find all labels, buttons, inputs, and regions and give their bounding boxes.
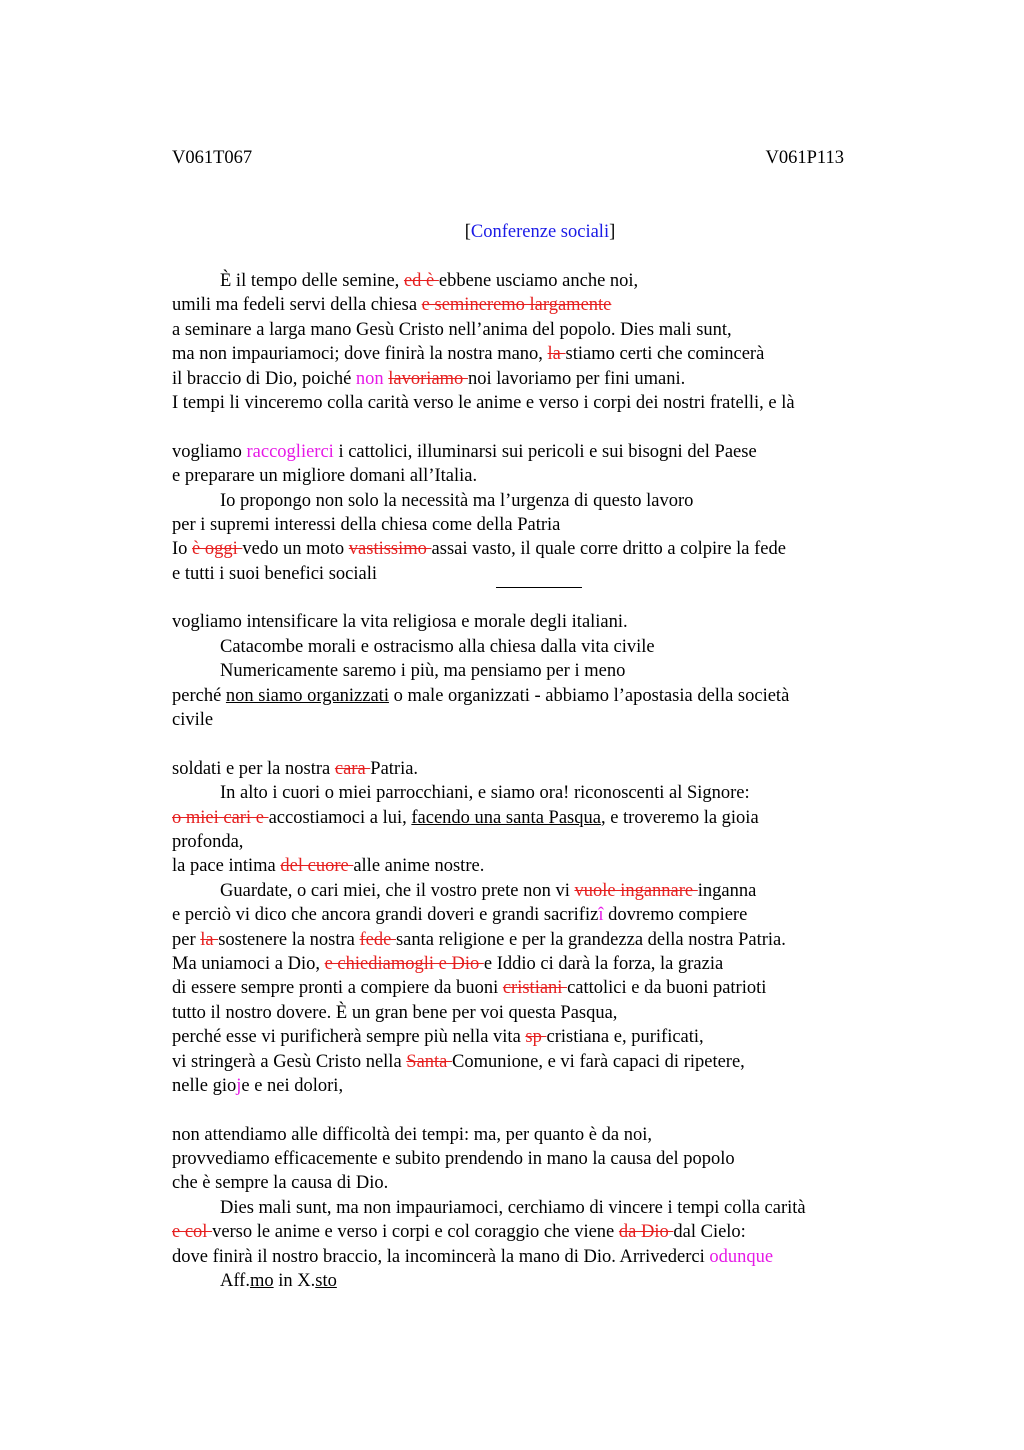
text-run: vi stringerà a Gesù Cristo nella — [172, 1051, 407, 1072]
text-run: dovremo compiere — [603, 905, 748, 926]
text-line — [172, 635, 872, 659]
text-line — [172, 830, 872, 854]
deleted-text: e chiediamogli e Dio — [324, 953, 484, 974]
text-line — [172, 708, 872, 732]
deleted-text: è oggi — [192, 539, 243, 560]
text-line — [172, 1196, 872, 1220]
text-run: tutto il nostro dovere. È un gran bene per voi questa Pasqua, — [172, 1002, 618, 1023]
title-close-bracket: ] — [609, 222, 616, 242]
text-line — [172, 1050, 872, 1074]
title-open-bracket: [ — [464, 222, 471, 242]
text-run: Dies mali sunt, ma non impauriamoci, cerchiamo di vincere i tempi colla carità — [220, 1197, 806, 1218]
blank-line — [172, 586, 872, 610]
text-run: dove finirà il nostro braccio, la incomincerà la mano di Dio. Arrivederci — [172, 1246, 710, 1267]
text-run: ebbene usciamo anche noi, — [438, 271, 639, 291]
deleted-text: lavoriamo — [388, 368, 468, 389]
text-line — [172, 1025, 872, 1049]
text-run: Comunione, e vi farà capaci di ripetere, — [452, 1051, 745, 1072]
blank-line — [172, 415, 872, 439]
deleted-text: cristiani — [502, 978, 568, 999]
text-line — [172, 513, 872, 537]
text-line — [172, 976, 872, 1000]
text-run: Numericamente saremo i più, ma pensiamo per i meno — [220, 661, 626, 682]
deleted-text: fede — [359, 929, 396, 950]
text-run: verso le anime e verso i corpi e col coraggio che viene — [212, 1222, 619, 1243]
document-code-left: V061T067 — [172, 148, 253, 168]
text-run: e Iddio ci darà la forza, la grazia — [483, 953, 724, 974]
text-run: non attendiamo alle difficoltà dei tempi: ma, per quanto è da noi, — [172, 1124, 652, 1145]
text-run: perché — [172, 685, 226, 706]
text-line — [172, 489, 872, 513]
text-run: soldati e per la nostra — [172, 758, 335, 779]
text-run: i cattolici, illuminarsi sui pericoli e sui bisogni del Paese — [333, 441, 757, 462]
inserted-text: raccoglierci — [246, 441, 334, 462]
underlined-text: sto — [315, 1271, 337, 1292]
text-line — [172, 1001, 872, 1025]
inserted-text: odunque — [709, 1246, 774, 1267]
deleted-text: vastissimo — [348, 539, 432, 560]
document-title — [0, 220, 1024, 244]
text-run: Catacombe morali e ostracismo alla chiesa dalla vita civile — [220, 636, 655, 657]
text-run: vogliamo — [172, 441, 247, 462]
text-run: stiamo certi che comincerà — [565, 344, 765, 365]
text-run: provvediamo efficacemente e subito prendendo in mano la causa del popolo — [172, 1149, 735, 1170]
text-run: e e nei dolori, — [241, 1075, 344, 1096]
text-line — [172, 318, 872, 342]
deleted-text: sp — [525, 1027, 547, 1048]
text-run: dal Cielo: — [673, 1222, 746, 1243]
text-line — [172, 928, 872, 952]
text-run: e tutti i suoi benefici sociali — [172, 563, 377, 584]
underlined-text: facendo una santa Pasqua — [411, 807, 601, 828]
text-run: santa religione e per la grandezza della nostra Patria. — [395, 929, 786, 950]
text-line — [172, 367, 872, 391]
text-line — [172, 757, 872, 781]
underlined-text: mo — [249, 1271, 274, 1292]
text-line — [172, 684, 872, 708]
text-run: Patria. — [370, 758, 419, 779]
text-line — [172, 440, 872, 464]
text-run: profonda, — [172, 831, 244, 852]
text-line — [172, 537, 872, 561]
text-run: Io propongo non solo la necessità ma l’urgenza di questo lavoro — [220, 490, 694, 511]
text-line — [172, 562, 872, 586]
underlined-text: non siamo organizzati — [225, 685, 389, 706]
text-run: e preparare un migliore domani all’Italia. — [172, 466, 478, 487]
text-line — [172, 269, 872, 293]
text-run: civile — [172, 710, 214, 731]
text-line — [172, 806, 872, 830]
text-line — [172, 293, 872, 317]
text-line — [172, 1147, 872, 1171]
text-run: per — [172, 929, 201, 950]
text-run: noi lavoriamo per fini umani. — [467, 368, 686, 389]
title-text: Conferenze sociali — [470, 222, 610, 242]
text-line — [172, 1245, 872, 1269]
text-run: la pace intima — [172, 856, 281, 877]
text-run: , e troveremo la gioia — [600, 807, 759, 828]
deleted-text: vuole ingannare — [574, 880, 698, 901]
deleted-text: e semineremo largamente — [421, 295, 612, 316]
text-run: di essere sempre pronti a compiere da buoni — [172, 978, 503, 999]
text-run: inganna — [697, 880, 757, 901]
text-run: umili ma fedeli servi della chiesa — [172, 295, 422, 316]
signature-line — [172, 1269, 872, 1293]
deleted-text: o miei cari e — [172, 807, 269, 828]
text-line — [172, 1220, 872, 1244]
blank-line — [172, 732, 872, 756]
text-run: Aff. — [220, 1271, 250, 1292]
text-run: vedo un moto — [242, 539, 349, 560]
text-run: In alto i cuori o miei parrocchiani, e siamo ora! riconoscenti al Signore: — [220, 783, 750, 804]
text-run: nelle gio — [172, 1075, 237, 1096]
text-line — [172, 952, 872, 976]
text-run: vogliamo intensificare la vita religiosa e morale degli italiani. — [172, 612, 628, 633]
text-line — [172, 1171, 872, 1195]
text-line — [172, 342, 872, 366]
text-run: cattolici e da buoni patrioti — [567, 978, 767, 999]
inserted-text: î — [598, 905, 604, 926]
text-run: perché esse vi purificherà sempre più nella vita — [172, 1027, 526, 1048]
text-line — [172, 879, 872, 903]
text-run: per i supremi interessi della chiesa come della Patria — [172, 514, 561, 535]
text-run: Guardate, o cari miei, che il vostro prete non vi — [220, 880, 575, 901]
text-run: a seminare a larga mano Gesù Cristo nell’anima del popolo. Dies mali sunt, — [172, 319, 732, 340]
document-body — [172, 269, 872, 1293]
text-run: accostiamoci a lui, — [268, 807, 412, 828]
deleted-text: cara — [334, 758, 371, 779]
text-run: I tempi li vinceremo colla carità verso le anime e verso i corpi dei nostri fratelli, e là — [172, 392, 795, 413]
deleted-text: Santa — [406, 1051, 453, 1072]
deleted-text: e col — [172, 1222, 213, 1243]
inserted-text: j — [236, 1075, 242, 1096]
text-run: o male organizzati - abbiamo l’apostasia della società — [388, 685, 790, 706]
text-run: assai vasto, il quale corre dritto a colpire la fede — [431, 539, 786, 560]
text-line — [172, 391, 872, 415]
text-run: cristiana e, purificati, — [546, 1027, 704, 1048]
text-run: alle anime nostre. — [353, 856, 485, 877]
deleted-text: la — [547, 344, 566, 365]
inserted-text: non — [355, 368, 384, 389]
text-line — [172, 1074, 872, 1098]
text-run: e perciò vi dico che ancora grandi doveri e grandi sacrifiz — [172, 905, 599, 926]
deleted-text: da Dio — [618, 1222, 674, 1243]
text-run: Ma uniamoci a Dio, — [172, 953, 325, 974]
text-line — [172, 903, 872, 927]
text-run: ma non impauriamoci; dove finirà la nostra mano, — [172, 344, 548, 365]
text-run: in X. — [273, 1271, 316, 1292]
deleted-text: la — [200, 929, 219, 950]
text-line — [172, 610, 872, 634]
blank-line — [172, 1098, 872, 1122]
text-run: È il tempo delle semine, — [220, 271, 404, 291]
text-line — [172, 781, 872, 805]
text-line — [172, 1123, 872, 1147]
document-code-right: V061P113 — [765, 148, 844, 168]
text-line — [172, 854, 872, 878]
text-run: il braccio di Dio, poiché — [172, 368, 356, 389]
deleted-text: del cuore — [280, 856, 354, 877]
text-run: Io — [172, 539, 193, 560]
text-run: sostenere la nostra — [218, 929, 360, 950]
text-line — [172, 464, 872, 488]
deleted-text: ed è — [403, 271, 439, 291]
text-line — [172, 659, 872, 683]
text-run: che è sempre la causa di Dio. — [172, 1173, 389, 1194]
